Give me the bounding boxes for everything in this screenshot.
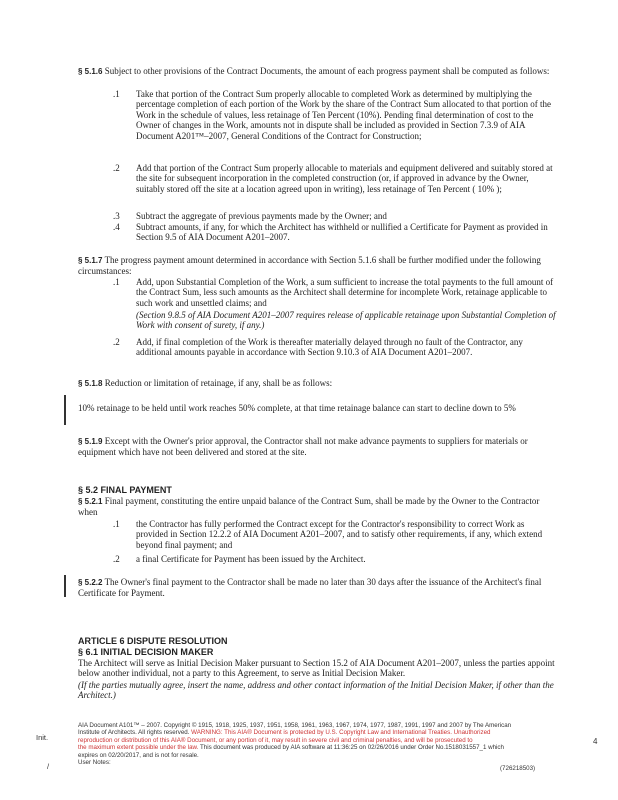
section-text: Reduction or limitation of retainage, if any, shall be as follows: xyxy=(104,378,333,388)
user-notes-label: User Notes: xyxy=(78,759,111,767)
section-number: § 5.1.7 xyxy=(78,256,103,265)
list-item: Subtract amounts, if any, for which the Architect has withheld or nullified a Certificate for Payment as provided in Section 9.5 of AIA Document A201–2007. xyxy=(136,222,548,243)
section-text: The progress payment amount determined in accordance with Section 5.1.6 shall be further modified under the following circumstances: xyxy=(78,255,541,277)
section-text: The Owner's final payment to the Contractor shall be made no later than 30 days after the issuance of the Architect's final Certificate for Payment. xyxy=(78,577,542,599)
list-item: Take that portion of the Contract Sum properly allocable to completed Work as determined by multiplying the percentage completion of each portion of the Work by the share of the Contract Sum allocated to that portion of the Work in the schedule of values, less retainage of Ten Percent (10%). Pending final determination of cost to the Owner of changes in the Work, amounts not in dispute shall be included as provided in Section 7.3.9 of AIA Document A201™–2007, General Conditions of the Contract for Construction; xyxy=(136,89,551,141)
section-number: § 5.2.1 xyxy=(78,497,103,506)
section-5-1-8 xyxy=(78,378,556,389)
list-item: Add, upon Substantial Completion of the Work, a sum sufficient to increase the total payments to the full amount of the Contract Sum, less such amounts as the Architect shall determine for incomplete Work, retainage applicable to such work and unsettled claims; and xyxy=(136,277,554,308)
section-heading: § 6.1 INITIAL DECISION MAKER xyxy=(78,647,214,657)
list-item: Subtract the aggregate of previous payments made by the Owner; and xyxy=(136,211,387,221)
section-text: Except with the Owner's prior approval, the Contractor shall not make advance payments to suppliers for materials or equipment which have not been delivered and stored at the site. xyxy=(78,436,528,458)
section-text: Final payment, constituting the entire unpaid balance of the Contract Sum, shall be made by the Owner to the Contractor when xyxy=(78,496,540,518)
item-number: .2 xyxy=(113,163,120,173)
initials-mark: / xyxy=(47,762,50,771)
item-number: .2 xyxy=(113,337,120,347)
section-number: § 5.1.9 xyxy=(78,437,103,446)
item-number: .1 xyxy=(113,89,120,99)
list-item: a final Certificate for Payment has been issued by the Architect. xyxy=(136,554,366,564)
footer-line xyxy=(78,744,556,751)
item-number: .1 xyxy=(113,277,120,287)
list-item: Add that portion of the Contract Sum properly allocable to materials and equipment delivered and suitably stored at the site for subsequent incorporation in the completed construction (or, if approved in advance by the Owner, suitably stored off the site at a location agreed upon in writing), less retainage of Ten Percent ( 10% ); xyxy=(136,163,553,194)
footer-warning: the maximum extent possible under the law. xyxy=(78,744,199,752)
footer-text: This document was produced by AIA software at 11:36:25 on 02/26/2016 under Order No.1518031557_1 which xyxy=(199,744,504,752)
list-item: the Contractor has fully performed the Contract except for the Contractor's responsibility to correct Work as provided in Section 12.2.2 of AIA Document A201–2007, and to satisfy other requirements, if any, which extend beyond final payment; and xyxy=(136,519,543,550)
page-number: 4 xyxy=(593,737,598,746)
footer-line: expires on 02/20/2017, and is not for resale. xyxy=(78,751,199,759)
section-number: § 5.1.6 xyxy=(78,67,103,76)
list-item: Add, if final completion of the Work is thereafter materially delayed through no fault of the Contractor, any additional amounts payable in accordance with Section 9.10.3 of AIA Document A201–2007. xyxy=(136,337,523,358)
inserted-text: 10% retainage to be held until work reaches 50% complete, at that time retainage balance can start to decline down to 5% xyxy=(78,403,516,413)
section-5-2-2 xyxy=(78,577,556,599)
item-number: .2 xyxy=(113,554,120,564)
article-6-note: (If the parties mutually agree, insert the name, address and other contact information of the Initial Decision Maker, if other than the Architect.) xyxy=(78,680,554,701)
footer-warning: reproduction or distribution of this AIA® Document, or any portion of it, may result in severe civil and criminal penalties, and will be prosecuted to xyxy=(78,736,473,744)
footer-line: AIA Document A101™ – 2007. Copyright © 1915, 1918, 1925, 1937, 1951, 1958, 1961, 1963, 1967, 1974, 1977, 1987, 1991, 1997 and 2007 by The American xyxy=(78,722,512,729)
footer-line xyxy=(78,729,556,736)
footer-text: Institute of Architects. All rights reserved. xyxy=(78,729,190,737)
initials-label: Init. xyxy=(36,733,49,742)
article-heading: ARTICLE 6 DISPUTE RESOLUTION xyxy=(78,636,228,646)
section-text: Subject to other provisions of the Contract Documents, the amount of each progress payment shall be computed as follows: xyxy=(104,66,550,76)
section-number: § 5.2.2 xyxy=(78,578,103,587)
section-heading: § 5.2 FINAL PAYMENT xyxy=(78,485,172,495)
item-number: .4 xyxy=(113,222,120,232)
article-6-text: The Architect will serve as Initial Decision Maker pursuant to Section 15.2 of AIA Document A201–2007, unless the parties appoint below another individual, not a party to this Agreement, to serve as Initial Decision Maker. xyxy=(78,658,555,679)
section-5-1-9 xyxy=(78,436,556,458)
footer-warning: WARNING: This AIA® Document is protected by U.S. Copyright Law and International Treaties. Unauthorized xyxy=(191,729,491,737)
revision-bar xyxy=(64,575,66,597)
order-code: (726218503) xyxy=(500,765,536,772)
section-number: § 5.1.8 xyxy=(78,379,103,388)
item-number: .1 xyxy=(113,519,120,529)
section-5-2-1 xyxy=(78,496,556,518)
section-5-1-7 xyxy=(78,255,556,277)
list-item-note: (Section 9.8.5 of AIA Document A201–2007 requires release of applicable retainage upon Substantial Completion of Work with consent of surety, if any.) xyxy=(136,310,556,331)
copyright-footer xyxy=(78,722,556,766)
item-number: .3 xyxy=(113,211,120,221)
section-5-1-6 xyxy=(78,66,556,77)
revision-bar xyxy=(64,395,66,425)
